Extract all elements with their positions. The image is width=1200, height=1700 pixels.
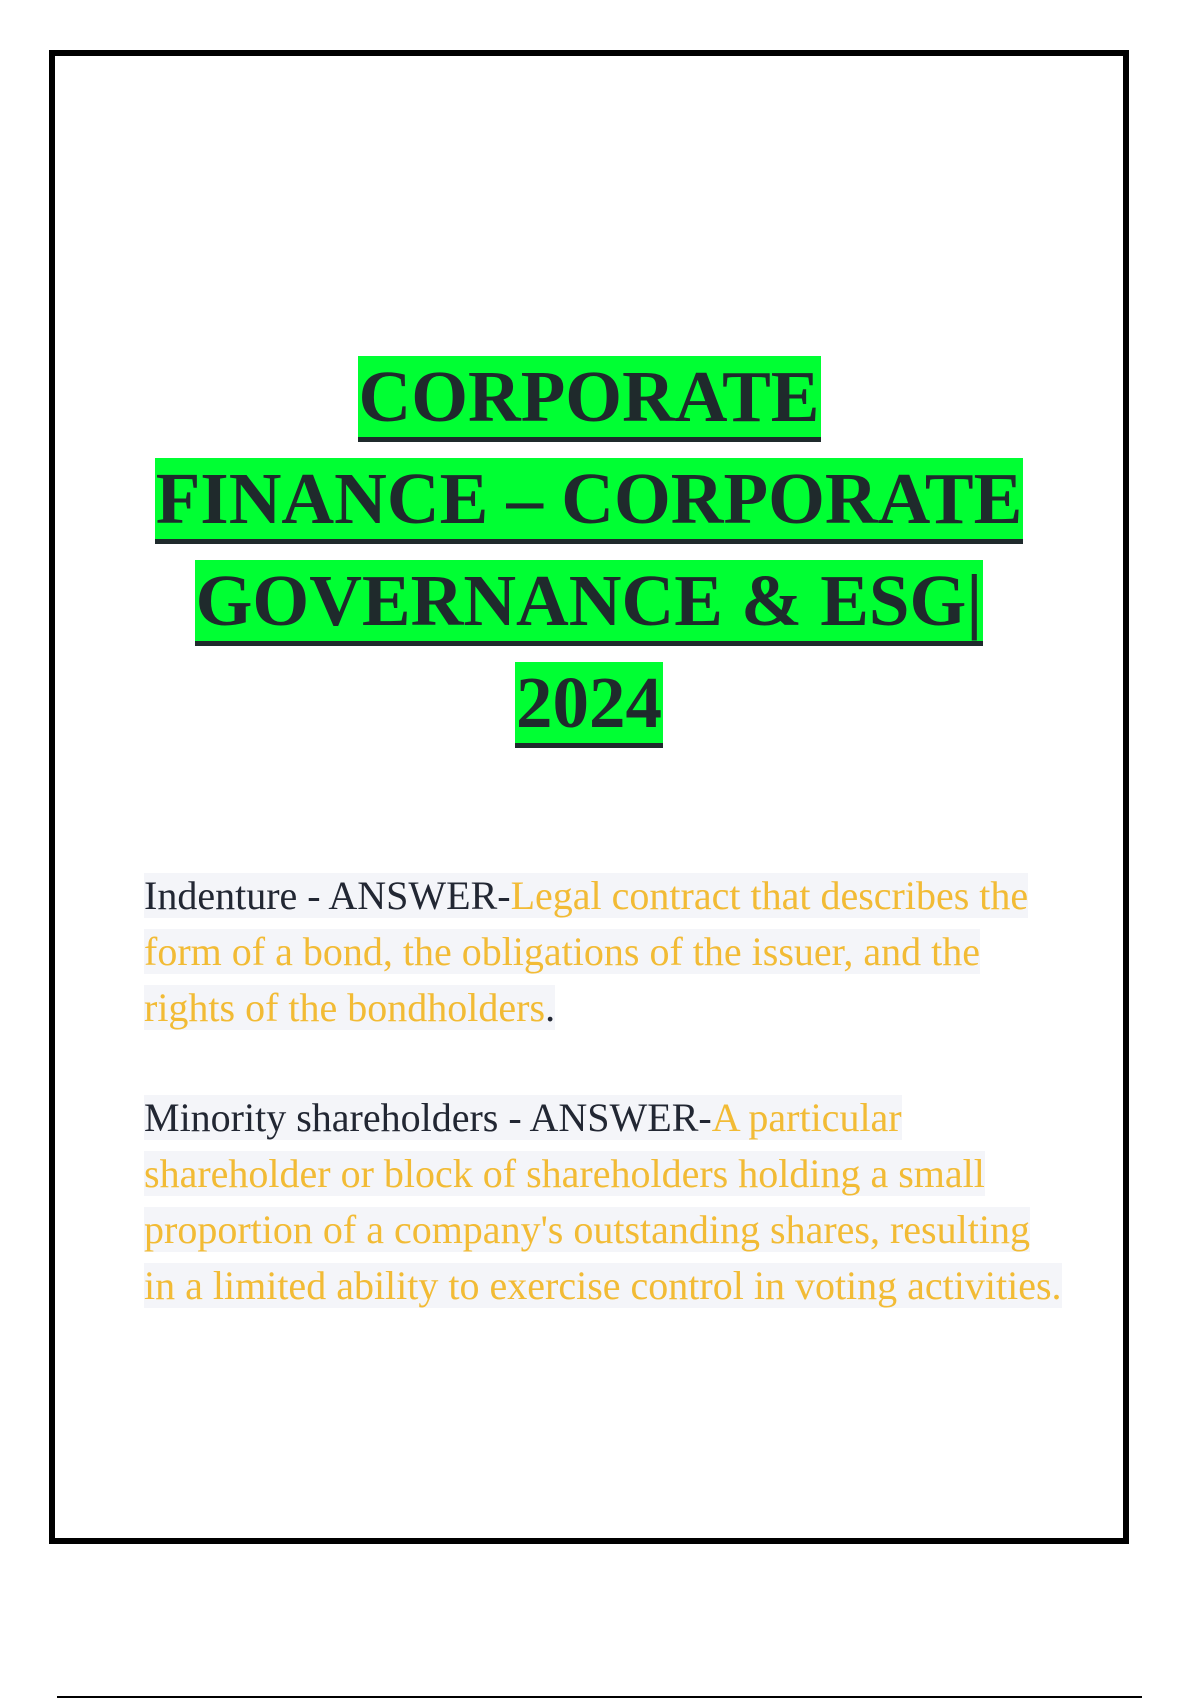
qa-entry-text <box>144 873 1028 1030</box>
qa-separator: - ANSWER- <box>498 1095 712 1140</box>
bottom-divider <box>57 1696 1142 1698</box>
page-frame <box>49 50 1129 1544</box>
qa-separator: - ANSWER- <box>297 873 511 918</box>
qa-answer: A particular shareholder or block of shareholders holding a small proportion of a company's outstanding shares, resulting in a limited ability to exercise control in voting activities. <box>144 1095 1062 1308</box>
title-line-3: GOVERNANCE & ESG| <box>195 560 984 646</box>
title-line-4: 2024 <box>515 662 663 748</box>
qa-end-punctuation: . <box>545 985 556 1030</box>
qa-term: Indenture <box>144 873 298 918</box>
qa-entry-text <box>144 1095 1062 1308</box>
title-line-2: FINANCE – CORPORATE <box>155 458 1024 544</box>
qa-answer: Legal contract that describes the form of a bond, the obligations of the issuer, and the rights of the bondholders <box>144 873 1029 1030</box>
qa-entry-minority-shareholders <box>144 1090 1064 1314</box>
qa-term: Minority shareholders <box>144 1095 499 1140</box>
title-line-1: CORPORATE <box>358 356 821 442</box>
document-title <box>55 356 1123 764</box>
qa-entry-indenture <box>144 868 1064 1036</box>
